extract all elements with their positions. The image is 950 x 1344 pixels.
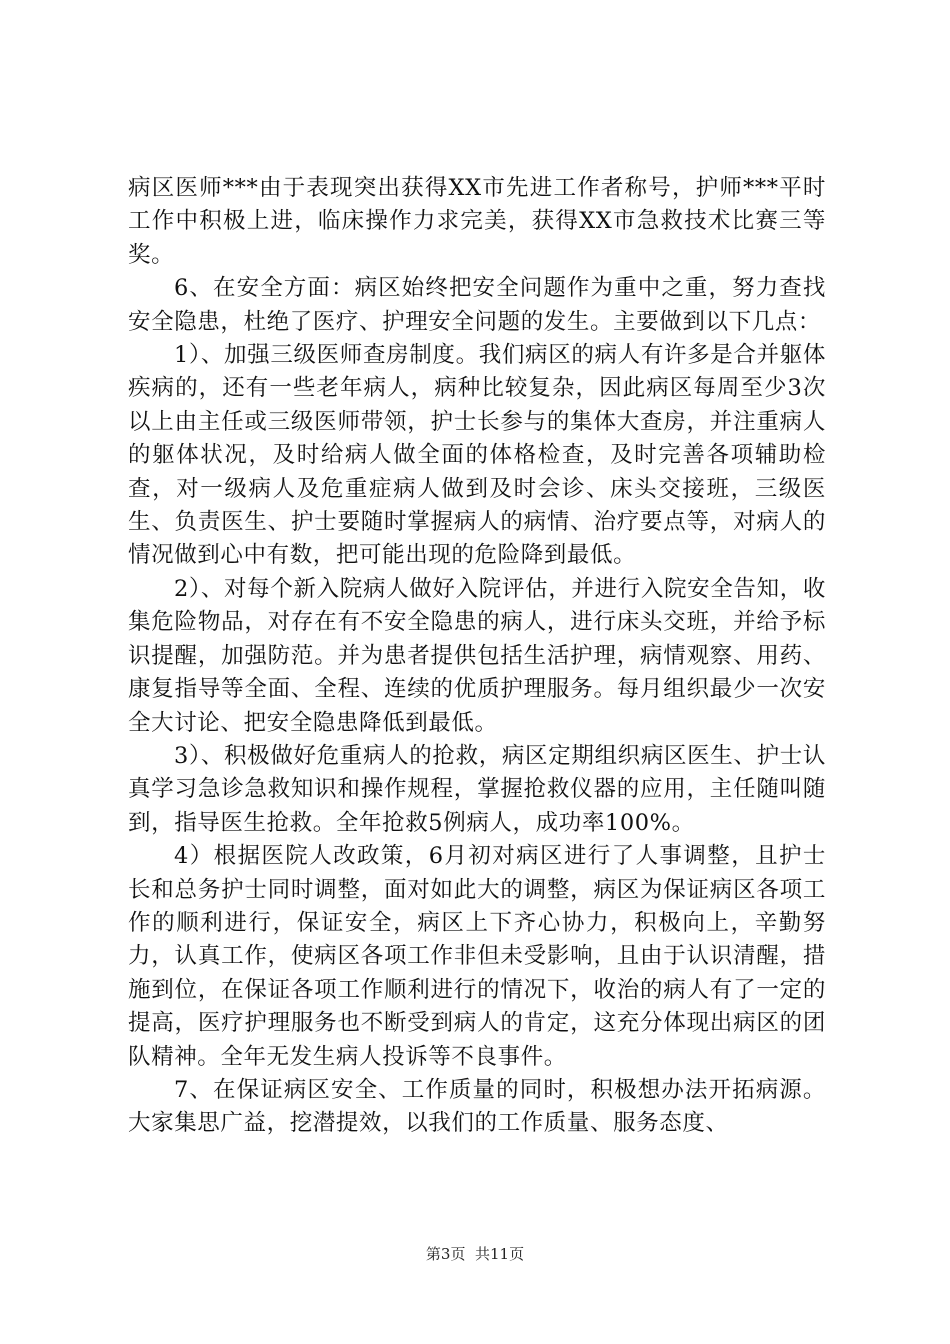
page-footer xyxy=(0,1244,950,1264)
paragraph-staff-adjustment: 4）根据医院人改政策，6月初对病区进行了人事调整，且护士长和总务护士同时调整，面对如此大的调整，病区为保证病区各项工作的顺利进行，保证安全，病区上下齐心协力，积极向上，辛勤努力，认真工作，使病区各项工作非但未受影响，且由于认识清醒，措施到位，在保证各项工作顺利进行的情况下，收治的病人有了一定的提高，医疗护理服务也不断受到病人的肯定，这充分体现出病区的团队精神。全年无发生病人投诉等不良事件。 xyxy=(128,843,826,1070)
paragraph-awards: 病区医师***由于表现突出获得XX市先进工作者称号，护师***平时工作中积极上进，临床操作力求完美，获得XX市急救技术比赛三等奖。 xyxy=(128,175,826,268)
paragraph-emergency-rescue: 3）、积极做好危重病人的抢救，病区定期组织病区医生、护士认真学习急诊急救知识和操作规程，掌握抢救仪器的应用，主任随叫随到，指导医生抢救。全年抢救5例病人，成功率100%。 xyxy=(128,742,826,836)
page-number-label: 第3页 共11页 xyxy=(425,1245,525,1263)
paragraph-ward-rounds: 1）、加强三级医师查房制度。我们病区的病人有许多是合并躯体疾病的，还有一些老年病人，病种比较复杂，因此病区每周至少3次以上由主任或三级医师带领，护士长参与的集体大查房，并注重病人的躯体状况，及时给病人做全面的体格检查，及时完善各项辅助检查，对一级病人及危重症病人做到及时会诊、床头交接班，三级医生、负责医生、护士要随时掌握病人的病情、治疗要点等，对病人的情况做到心中有数，把可能出现的危险降到最低。 xyxy=(128,342,826,569)
document-body xyxy=(128,172,826,1141)
paragraph-patient-sources: 7、在保证病区安全、工作质量的同时，积极想办法开拓病源。大家集思广益，挖潜提效，以我们的工作质量、服务态度、 xyxy=(128,1076,826,1137)
paragraph-admission-assessment: 2）、对每个新入院病人做好入院评估，并进行入院安全告知，收集危险物品，对存在有不安全隐患的病人，进行床头交班，并给予标识提醒，加强防范。并为患者提供包括生活护理，病情观察、用药、康复指导等全面、全程、连续的优质护理服务。每月组织最少一次安全大讨论、把安全隐患降低到最低。 xyxy=(128,575,826,736)
paragraph-safety-intro: 6、在安全方面：病区始终把安全问题作为重中之重，努力查找安全隐患，杜绝了医疗、护理安全问题的发生。主要做到以下几点： xyxy=(128,275,826,335)
